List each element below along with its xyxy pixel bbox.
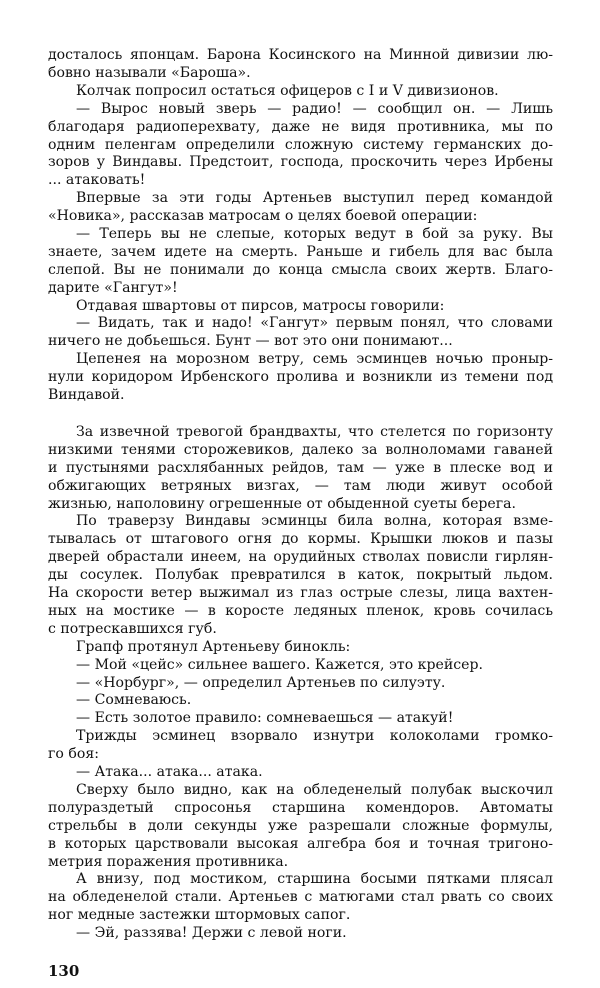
text-line: Виндавой. <box>48 387 125 403</box>
text-line: полураздетый спросонья старшина комендоров. Автоматы <box>48 800 553 816</box>
text-line: По траверзу Виндавы эсминцы била волна, которая взме- <box>76 513 553 529</box>
text-line: Трижды эсминец взорвало изнутри колоколами громко- <box>76 728 553 744</box>
text-line: метрия поражения противника. <box>48 854 289 870</box>
text-line: — Вырос новый зверь — радио! — сообщил он. — Лишь <box>76 101 553 117</box>
text-line: в которых царствовали высокая алгебра боя и точная тригоно- <box>48 836 553 852</box>
text-line: ды сосулек. Полубак превратился в каток, покрытый льдом. <box>48 567 553 583</box>
text-line: стрельбы в доли секунды уже разрешали сложные формулы, <box>48 818 553 834</box>
text-line: дверей обрастали инеем, на орудийных стволах повисли гирлян- <box>48 549 553 565</box>
text-line: с потрескавшихся губ. <box>48 621 217 637</box>
text-line: знаете, зачем идете на смерть. Раньше и гибель для вас была <box>48 244 553 260</box>
text-line: ничего не добьешься. Бунт — вот это они понимают... <box>48 333 453 349</box>
text-line: — Сомневаюсь. <box>76 692 192 708</box>
text-line: На скорости ветер выжимал из глаз острые слезы, лица вахтен- <box>48 585 553 601</box>
text-line: — «Норбург», — определил Артеньев по силуэту. <box>76 675 446 691</box>
text-line: Отдавая швартовы от пирсов, матросы говорили: <box>76 298 445 314</box>
text-line: Впервые за эти годы Артеньев выступил перед командой <box>76 190 553 206</box>
text-line: дарите «Гангут»! <box>48 280 178 296</box>
text-line: го боя: <box>48 746 99 762</box>
text-line: ... атаковать! <box>48 172 146 188</box>
text-line: и пустынями расхлябанных рейдов, там — уже в плеске вод и <box>48 460 553 476</box>
page-number: 130 <box>48 962 80 980</box>
text-line: одним пеленгам определили сложную систему германских до- <box>48 137 553 153</box>
text-line: А внизу, под мостиком, старшина босыми пятками плясал <box>76 871 553 887</box>
text-line: За извечной тревогой брандвахты, что стелется по горизонту <box>76 424 553 440</box>
text-line: досталось японцам. Барона Косинского на Минной дивизии лю- <box>48 47 553 63</box>
text-line: — Атака... атака... атака. <box>76 764 263 780</box>
text-line: «Новика», рассказав матросам о целях боевой операции: <box>48 208 478 224</box>
text-line: обжигающих ветряных визгах, — там люди живут особой <box>48 478 553 494</box>
text-line: Сверху было видно, как на обледенелый полубак выскочил <box>76 782 553 798</box>
text-line: зоров у Виндавы. Предстоит, господа, проскочить через Ирбены <box>48 154 553 170</box>
text-line: нули коридором Ирбенского пролива и возникли из темени под <box>48 369 553 385</box>
text-line: жизнью, наполовину огрешенные от обыденной суеты берега. <box>48 496 517 512</box>
text-line: — Мой «цейс» сильнее вашего. Кажется, это крейсер. <box>76 657 483 673</box>
text-line: Цепенея на морозном ветру, семь эсминцев ночью проныр- <box>76 351 553 367</box>
text-line: Грапф протянул Артеньеву бинокль: <box>76 639 351 655</box>
text-line: — Видать, так и надо! «Гангут» первым понял, что словами <box>76 315 553 331</box>
text-line: Колчак попросил остаться офицеров с I и V дивизионов. <box>76 83 499 99</box>
text-line: бовно называли «Бароша». <box>48 65 251 81</box>
text-line: — Эй, раззява! Держи с левой ноги. <box>76 925 347 941</box>
text-line: ных на мостике — в коросте ледяных пленок, кровь сочилась <box>48 603 553 619</box>
text-line: — Теперь вы не слепые, которых ведут в бой за руку. Вы <box>76 226 553 242</box>
text-line: тывалась от штагового огня до кормы. Крышки люков и пазы <box>48 531 553 547</box>
text-line: благодаря радиоперехвату, даже не видя противника, мы по <box>48 119 553 135</box>
text-line: слепой. Вы не понимали до конца смысла своих жертв. Благо- <box>48 262 553 278</box>
text-line: ног медные застежки штормовых сапог. <box>48 907 351 923</box>
text-line: — Есть золотое правило: сомневаешься — атакуй! <box>76 710 454 726</box>
text-line: на обледенелой стали. Артеньев с матюгами стал рвать со своих <box>48 889 553 905</box>
text-line: низкими тенями сторожевиков, далеко за волноломами гаваней <box>48 442 553 458</box>
